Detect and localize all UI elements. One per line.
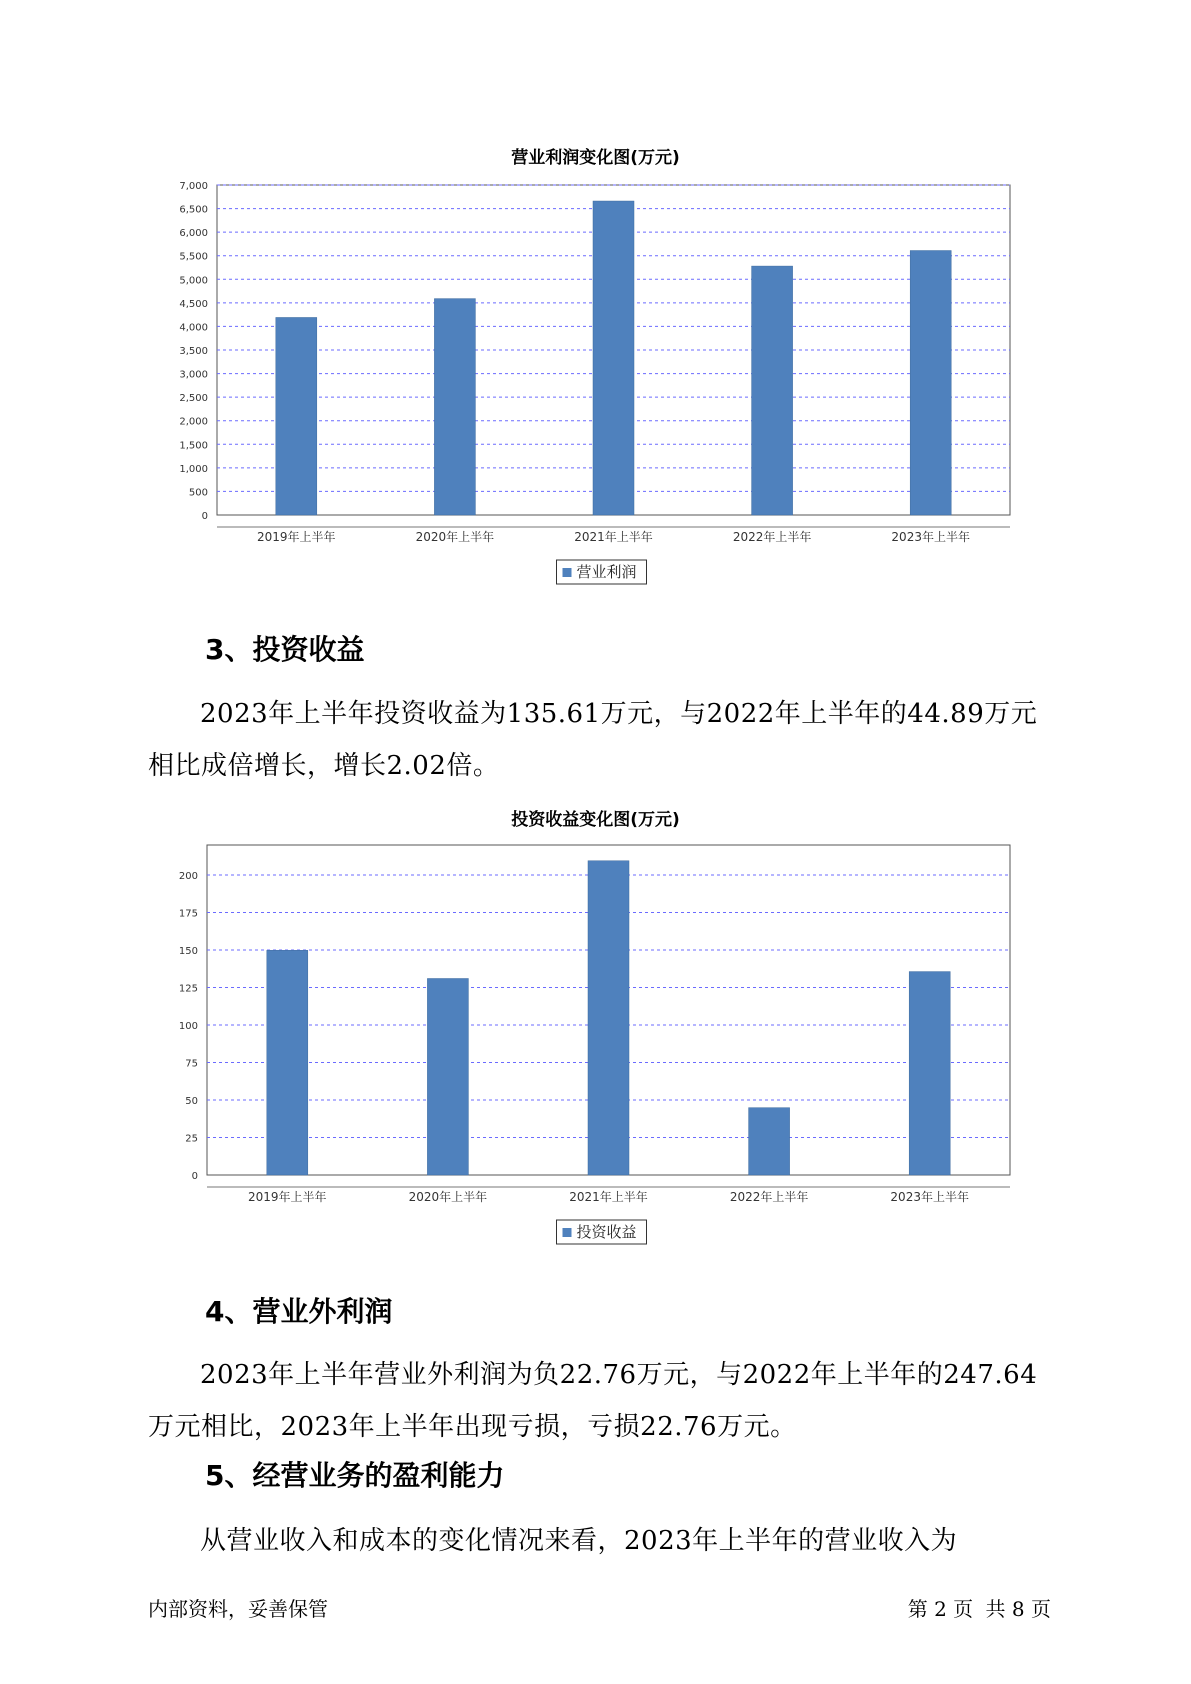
x-tick-label: 2020年上半年 [415, 530, 495, 544]
paragraph: 2023年上半年营业外利润为负22.76万元，与2022年上半年的247.64万元相比，2023年上半年出现亏损，亏损22.76万元。 [148, 1360, 1038, 1442]
footer-pagination [902, 1593, 1051, 1622]
x-tick-label: 2020年上半年 [408, 1190, 488, 1204]
bar [427, 979, 468, 1176]
y-tick-label: 6,000 [179, 228, 208, 240]
y-tick-label: 5,500 [179, 251, 208, 263]
y-tick-label: 50 [185, 1096, 198, 1107]
x-tick-label: 2023年上半年 [891, 530, 970, 544]
section-heading: 3、投资收益 [205, 633, 365, 666]
total-pages: 共 8 页 [985, 1597, 1051, 1621]
paragraph: 从营业收入和成本的变化情况来看，2023年上半年的营业收入为 [200, 1526, 958, 1556]
bar [267, 950, 308, 1175]
y-tick-label: 75 [185, 1058, 198, 1070]
x-tick-label: 2019年上半年 [248, 1190, 327, 1204]
legend [557, 1220, 647, 1244]
footer-confidential-note: 内部资料，妥善保管 [148, 1597, 328, 1621]
page-number: 第 2 页 [907, 1597, 974, 1621]
bar [749, 1108, 790, 1175]
y-tick-label: 500 [188, 487, 208, 499]
x-tick-label: 2021年上半年 [574, 530, 653, 544]
bar [588, 861, 629, 1175]
y-tick-label: 0 [191, 1171, 198, 1182]
bar [909, 972, 950, 1175]
y-tick-label: 2,500 [179, 393, 208, 405]
y-tick-label: 2,000 [179, 416, 208, 428]
legend-label: 投资收益 [576, 1223, 637, 1241]
y-tick-label: 200 [178, 871, 198, 882]
y-tick-label: 175 [178, 908, 198, 920]
y-tick-label: 3,000 [179, 369, 208, 381]
section-heading: 5、经营业务的盈利能力 [205, 1459, 505, 1492]
x-tick-label: 2019年上半年 [257, 530, 336, 544]
y-tick-label: 150 [178, 946, 198, 957]
y-tick-label: 100 [178, 1021, 198, 1032]
y-tick-label: 1,000 [179, 463, 208, 475]
y-tick-label: 1,500 [179, 440, 208, 452]
y-tick-label: 3,500 [179, 346, 208, 357]
y-tick-label: 5,000 [179, 275, 208, 287]
y-tick-label: 4,500 [179, 298, 208, 310]
chart-title: 营业利润变化图(万元) [511, 148, 680, 168]
y-tick-label: 6,500 [179, 204, 208, 216]
x-tick-label: 2022年上半年 [732, 530, 812, 544]
x-tick-label: 2022年上半年 [729, 1190, 809, 1204]
section-heading: 4、营业外利润 [205, 1295, 393, 1328]
chart-title: 投资收益变化图(万元) [511, 810, 680, 830]
paragraph: 2023年上半年投资收益为135.61万元，与2022年上半年的44.89万元相比成倍增长，增长2.02倍。 [148, 699, 1038, 781]
y-tick-label: 25 [185, 1133, 198, 1145]
y-tick-label: 125 [178, 983, 198, 995]
y-tick-label: 7,000 [179, 181, 208, 192]
y-tick-label: 4,000 [179, 322, 208, 334]
legend-swatch [563, 1228, 572, 1237]
x-tick-label: 2021年上半年 [569, 1190, 648, 1204]
x-tick-label: 2023年上半年 [890, 1190, 969, 1204]
y-tick-label: 0 [201, 511, 208, 522]
legend-label: 营业利润 [576, 563, 637, 581]
